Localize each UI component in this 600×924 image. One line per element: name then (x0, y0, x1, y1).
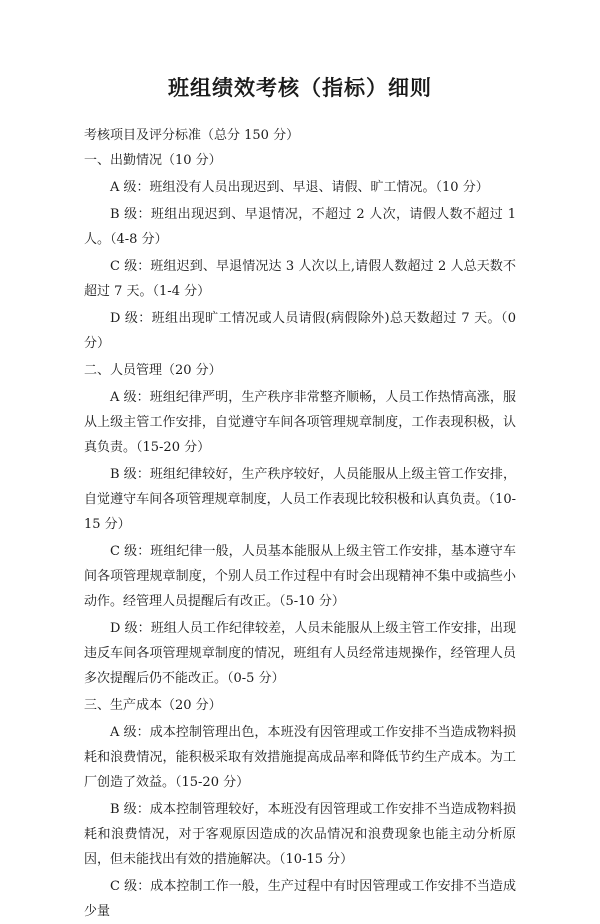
criteria-paragraph: A 级：成本控制管理出色，本班没有因管理或工作安排不当造成物料损耗和浪费情况，能积极采取有效措施提高成品率和降低节约生产成本。为工厂创造了效益。（15-20 分） (84, 725, 516, 790)
document-title: 班组绩效考核（指标）细则 (168, 75, 432, 100)
section-heading-personnel: 二、人员管理（20 分） (84, 363, 222, 378)
criteria-paragraph: D 级：班组人员工作纪律较差，人员未能服从上级主管工作安排，出现违反车间各项管理规章制度的情况，班组有人员经常违规操作，经管理人员多次提醒后仍不能改正。（0-5 分） (84, 621, 516, 686)
section-heading-cost: 三、生产成本（20 分） (84, 698, 222, 713)
intro-text: 考核项目及评分标准（总分 150 分） (84, 128, 300, 143)
criteria-paragraph: D 级：班组出现旷工情况或人员请假(病假除外)总天数超过 7 天。（0 分） (84, 311, 516, 351)
section-heading-attendance: 一、出勤情况（10 分） (84, 153, 222, 168)
criteria-paragraph: B 级：班组出现迟到、早退情况，不超过 2 人次，请假人数不超过 1 人。（4-8 分） (84, 207, 516, 247)
criteria-paragraph: A 级：班组没有人员出现迟到、早退、请假、旷工情况。（10 分） (110, 180, 489, 195)
criteria-paragraph: C 级：班组纪律一般，人员基本能服从上级主管工作安排，基本遵守车间各项管理规章制度，个别人员工作过程中有时会出现精神不集中或搞些小动作。经管理人员提醒后有改正。（5-10 分） (84, 544, 516, 609)
criteria-paragraph: A 级：班组纪律严明，生产秩序非常整齐顺畅，人员工作热情高涨，服从上级主管工作安排，自觉遵守车间各项管理规章制度，工作表现积极，认真负责。（15-20 分） (84, 390, 516, 455)
criteria-paragraph: B 级：班组纪律较好，生产秩序较好，人员能服从上级主管工作安排，自觉遵守车间各项管理规章制度，人员工作表现比较积极和认真负责。（10-15 分） (84, 467, 516, 532)
criteria-paragraph: C 级：成本控制工作一般，生产过程中有时因管理或工作安排不当造成少量 (84, 879, 516, 919)
criteria-paragraph: B 级：成本控制管理较好，本班没有因管理或工作安排不当造成物料损耗和浪费情况，对于客观原因造成的次品情况和浪费现象也能主动分析原因，但未能找出有效的措施解决。（10-15 分） (84, 802, 516, 867)
criteria-paragraph: C 级：班组迟到、早退情况达 3 人次以上,请假人数超过 2 人总天数不超过 7 天。（1-4 分） (84, 259, 516, 299)
